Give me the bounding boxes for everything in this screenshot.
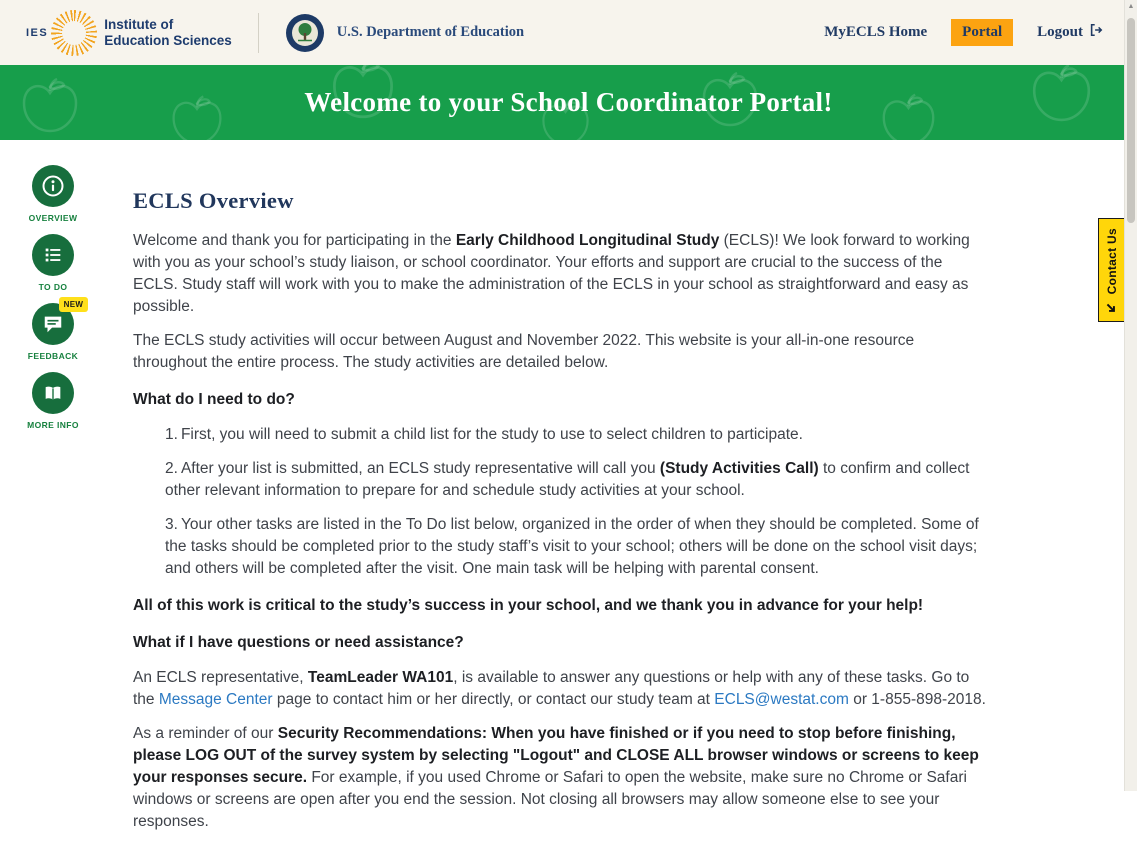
sidebar-item-todo[interactable] <box>32 234 74 292</box>
intro-paragraph: Welcome and thank you for participating in the Early Childhood Longitudinal Study (ECLS)! We look forward to working with you as your school’s study liaison, or school coordinator. Your efforts and support are crucial to the success of the ECLS. Study staff will work with you to make the administration of the ECLS in your school as straightforward and easy as possible. <box>133 232 970 315</box>
info-icon <box>32 165 74 207</box>
scroll-up-arrow[interactable]: ▲ <box>1127 3 1135 10</box>
ies-name-line1: Institute of <box>104 16 174 32</box>
list-text: First, you will need to submit a child list for the study to use to select children to participate. <box>180 426 803 443</box>
banner-title: Welcome to your School Coordinator Portal! <box>304 87 833 117</box>
logout-icon <box>1089 23 1103 42</box>
book-icon <box>32 372 74 414</box>
main-content <box>133 140 991 845</box>
list-text: After your list is submitted, an ECLS study representative will call you (Study Activities Call) to confirm and collect other relevant information to prepare for and schedule study activities at your school. <box>165 460 970 499</box>
header <box>0 0 1137 65</box>
sidebar-label-more-info: MORE INFO <box>27 420 79 430</box>
sidebar-label-feedback: FEEDBACK <box>27 351 79 361</box>
sidebar-item-more-info[interactable] <box>27 372 79 430</box>
schedule-paragraph: The ECLS study activities will occur between August and November 2022. This website is your all-in-one resource throughout the entire process. The study activities are detailed below. <box>133 332 915 371</box>
ies-name-line2: Education Sciences <box>104 32 232 48</box>
question-assistance: What if I have questions or need assistance? <box>133 634 464 651</box>
question-what-to-do: What do I need to do? <box>133 391 295 408</box>
scrollbar[interactable] <box>1124 0 1137 791</box>
security-paragraph: As a reminder of our Security Recommendations: When you have finished or if you need to stop before finishing, please LOG OUT of the survey system by selecting "Logout" and CLOSE ALL browser windows or screens to keep your responses secure. For example, if you used Chrome or Safari to open the website, make sure no Chrome or Safari windows or screens are open after you end the session. Not closing all browsers may allow someone else to see your responses. <box>133 725 979 830</box>
list-text: Your other tasks are listed in the To Do list below, organized in the order of when they should be completed. Some of the tasks should be completed prior to the study staff’s visit to your school; others will be done on the school visit days; and others will be completed after the visit. One main task will be helping with parental consent. <box>165 516 979 577</box>
page-title: ECLS Overview <box>133 188 294 213</box>
list-item-3 <box>165 514 991 580</box>
contact-us-label: Contact Us <box>1104 228 1119 295</box>
inline-link[interactable]: ECLS@westat.com <box>714 691 849 708</box>
list-number: 3. <box>165 516 178 533</box>
hero-banner <box>0 65 1137 140</box>
critical-note: All of this work is critical to the study’s success in your school, and we thank you in advance for your help! <box>133 597 924 614</box>
contact-arrow-icon <box>1105 302 1118 315</box>
doe-name: U.S. Department of Education <box>336 24 525 40</box>
header-divider <box>258 13 259 53</box>
list-item-1 <box>165 424 991 446</box>
nav-logout[interactable] <box>1037 23 1103 42</box>
sidebar-label-overview: OVERVIEW <box>28 213 78 223</box>
top-nav <box>824 19 1103 46</box>
nav-logout-label: Logout <box>1037 24 1083 40</box>
sidebar-item-feedback[interactable] <box>27 300 84 361</box>
sidebar <box>20 165 86 430</box>
ies-name <box>104 17 232 48</box>
contact-us-tab[interactable] <box>1098 218 1124 322</box>
scroll-thumb[interactable] <box>1127 18 1135 223</box>
list-number: 2. <box>165 460 178 477</box>
list-number: 1. <box>165 426 178 443</box>
nav-portal[interactable]: Portal <box>951 19 1013 46</box>
new-badge: NEW <box>59 297 89 312</box>
ies-logo-text: IES <box>26 26 49 39</box>
assistance-paragraph: An ECLS representative, TeamLeader WA101, is available to answer any questions or help with any of these tasks. Go to the Message Center page to contact him or her directly, or contact our study team at ECLS@westat.com or 1-855-898-2018. <box>133 669 986 708</box>
todo-list-icon <box>32 234 74 276</box>
doe-logo[interactable] <box>285 13 524 53</box>
sidebar-item-overview[interactable] <box>29 165 78 223</box>
ies-logo[interactable] <box>26 10 232 56</box>
ies-sunburst-icon <box>51 10 97 56</box>
list-item-2 <box>165 458 991 502</box>
sidebar-label-todo: TO DO <box>38 282 68 292</box>
inline-link[interactable]: Message Center <box>158 691 273 708</box>
nav-myecls-home[interactable]: MyECLS Home <box>824 24 928 40</box>
doe-seal-icon <box>285 13 325 53</box>
